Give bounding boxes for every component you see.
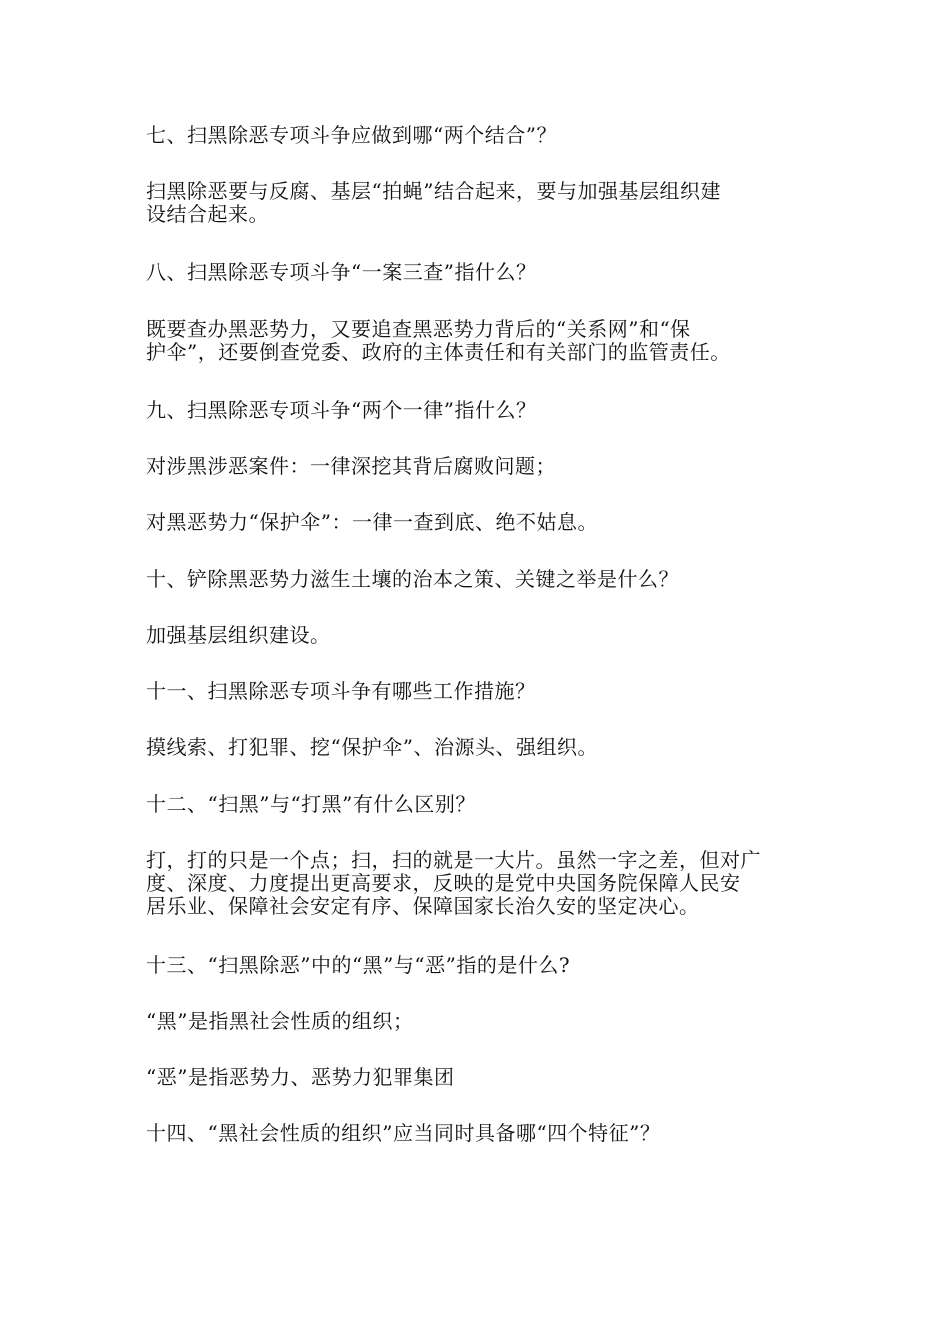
text-line: 十、铲除黑恶势力滋生土壤的治本之策、关键之举是什么？ (146, 567, 679, 591)
answer-13a (146, 1010, 810, 1033)
answer-10 (146, 624, 810, 647)
text-line: 打，打的只是一个点；扫，扫的就是一大片。虽然一字之差，但对广 (146, 848, 761, 872)
text-line: 对涉黑涉恶案件：一律深挖其背后腐败问题； (146, 454, 556, 478)
text-line: 度、深度、力度提出更高要求，反映的是党中央国务院保障人民安 (146, 871, 741, 895)
question-7 (146, 124, 810, 147)
answer-9b (146, 511, 810, 534)
answer-7 (146, 180, 810, 226)
text-line: 八、扫黑除恶专项斗争“一案三查”指什么？ (146, 260, 537, 284)
question-13 (146, 954, 810, 977)
question-14 (146, 1122, 810, 1145)
text-line: 九、扫黑除恶专项斗争“两个一律”指什么？ (146, 398, 537, 422)
text-line: “黑”是指黑社会性质的组织； (146, 1009, 414, 1033)
question-12 (146, 793, 810, 816)
text-line: 居乐业、保障社会安定有序、保障国家长治久安的坚定决心。 (146, 894, 700, 918)
text-line: 设结合起来。 (146, 202, 269, 226)
text-line: 既要查办黑恶势力，又要追查黑恶势力背后的“关系网”和“保 (146, 317, 691, 341)
text-line: 七、扫黑除恶专项斗争应做到哪“两个结合”？ (146, 123, 557, 147)
text-line: 对黑恶势力“保护伞”：一律一查到底、绝不姑息。 (146, 510, 598, 534)
text-line: 护伞”，还要倒查党委、政府的主体责任和有关部门的监管责任。 (146, 340, 731, 364)
text-line: 十四、“黑社会性质的组织”应当同时具备哪“四个特征”？ (146, 1121, 661, 1145)
answer-11 (146, 736, 810, 759)
text-line: 十三、“扫黑除恶”中的“黑”与“恶”指的是什么? (146, 953, 571, 977)
question-10 (146, 568, 810, 591)
text-line: 扫黑除恶要与反腐、基层“拍蝇”结合起来，要与加强基层组织建 (146, 179, 721, 203)
text-line: 摸线索、打犯罪、挖“保护伞”、治源头、强组织。 (146, 735, 598, 759)
question-9 (146, 399, 810, 422)
answer-9a (146, 455, 810, 478)
answer-12 (146, 849, 810, 918)
question-11 (146, 680, 810, 703)
text-line: 十一、扫黑除恶专项斗争有哪些工作措施？ (146, 679, 536, 703)
question-8 (146, 261, 810, 284)
text-line: 十二、“扫黑”与“打黑”有什么区别？ (146, 792, 476, 816)
answer-8 (146, 318, 810, 364)
text-line: “恶”是指恶势力、恶势力犯罪集团 (146, 1065, 455, 1089)
text-line: 加强基层组织建设。 (146, 623, 331, 647)
answer-13b (146, 1066, 810, 1089)
